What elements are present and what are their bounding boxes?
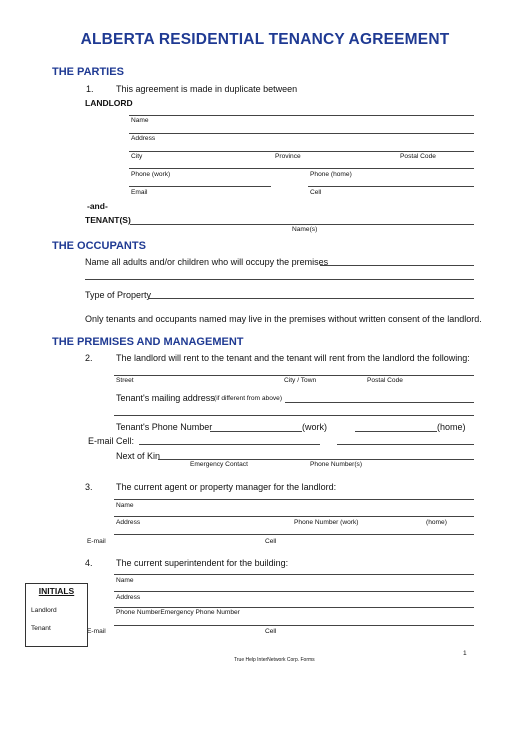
agent-email-label: E-mail [87,538,106,545]
parties-intro: This agreement is made in duplicate between [116,84,298,94]
item-number-1: 1. [86,84,94,94]
super-cell-label: Cell [265,628,277,635]
landlord-address-label: Address [131,135,156,142]
super-name-field[interactable] [114,591,474,592]
footer-credit: True Help InterNetwork Corp. Forms [234,657,315,663]
landlord-phone-row-top [129,168,474,169]
super-address-label: Address [116,594,141,601]
occupants-field-2[interactable] [85,279,474,280]
agent-address-label: Address [116,519,141,526]
super-top-field[interactable] [114,574,474,575]
landlord-name-field[interactable] [129,115,474,116]
initials-landlord-label[interactable]: Landlord [31,607,57,614]
item-3-text: The current agent or property manager for the landlord: [116,482,337,492]
page-number: 1 [463,650,467,657]
mailing-address-field-1[interactable] [285,402,474,403]
premises-street-field[interactable] [114,375,474,376]
emergency-contact-label: Emergency Contact [190,461,248,468]
tenant-email-field[interactable] [139,444,320,445]
tenant-email-label: E-mail [88,436,114,446]
premises-postal-label: Postal Code [367,377,403,384]
tenant-phone-home-label: (home) [437,422,466,432]
initials-tenant-label[interactable]: Tenant [31,625,51,632]
section-heading-premises: THE PREMISES AND MANAGEMENT [52,336,244,348]
super-name-label: Name [116,577,134,584]
item-number-4: 4. [85,558,93,568]
agent-name-label: Name [116,502,134,509]
section-heading-parties: THE PARTIES [52,66,124,78]
tenant-phone-work-field[interactable] [210,431,302,432]
occupants-field-1[interactable] [320,265,474,266]
mailing-address-field-2[interactable] [114,415,474,416]
super-email-label: E-mail [87,628,106,635]
item-2-text: The landlord will rent to the tenant and the tenant will rent from the landlord the following: [116,353,470,363]
premises-city-label: City / Town [284,377,317,384]
landlord-phone-home-field[interactable] [308,186,474,187]
landlord-postal-label: Postal Code [400,153,436,160]
super-phone-label: Phone NumberEmergency Phone Number [116,609,240,616]
property-type-label: Type of Property [85,290,152,300]
tenant-phone-label: Tenant's Phone Number [116,422,213,432]
agent-name-field[interactable] [114,499,474,500]
agent-cell-label: Cell [265,538,277,545]
item-4-text: The current superintendent for the building: [116,558,289,568]
tenant-names-field[interactable] [130,224,474,225]
landlord-city-field[interactable] [129,151,474,152]
mailing-address-note: (if different from above) [214,395,283,402]
initials-heading: INITIALS [38,586,75,596]
page-title: ALBERTA RESIDENTIAL TENANCY AGREEMENT [80,31,450,48]
super-phone-field[interactable] [114,625,474,626]
tenant-cell-field[interactable] [337,444,474,445]
occupants-prompt: Name all adults and/or children who will occupy the premises [85,257,329,267]
tenant-names-label: Name(s) [292,226,318,233]
section-heading-occupants: THE OCCUPANTS [52,240,146,252]
landlord-city-label: City [131,153,143,160]
next-of-kin-phone-label: Phone Number(s) [310,461,363,468]
agent-phone-field[interactable] [114,534,474,535]
landlord-phone-work-label: Phone (work) [131,171,171,178]
landlord-label: LANDLORD [85,98,133,108]
and-separator: -and- [87,201,108,211]
landlord-phone-work-field[interactable] [129,186,271,187]
super-address-field[interactable] [114,607,474,608]
agent-address-field[interactable] [114,516,474,517]
landlord-province-label: Province [275,153,301,160]
landlord-address-field[interactable] [129,133,474,134]
agent-phone-home-label: (home) [426,519,447,526]
property-type-field[interactable] [148,298,474,299]
occupants-notice: Only tenants and occupants named may live in the premises without written consent of the landlord. [85,314,482,324]
item-number-2: 2. [85,353,93,363]
mailing-address-label: Tenant's mailing address [116,393,215,403]
landlord-email-label: Email [131,189,148,196]
item-number-3: 3. [85,482,93,492]
tenant-cell-label: Cell: [116,436,135,446]
landlord-phone-home-label: Phone (home) [310,171,352,178]
tenant-phone-home-field[interactable] [355,431,437,432]
next-of-kin-field[interactable] [158,459,474,460]
tenant-phone-work-label: (work) [302,422,327,432]
tenants-label: TENANT(S) [85,215,131,225]
landlord-name-label: Name [131,117,149,124]
landlord-cell-label: Cell [310,189,322,196]
agent-phone-work-label: Phone Number (work) [294,519,359,526]
premises-street-label: Street [116,377,134,384]
next-of-kin-label: Next of Kin [116,451,161,461]
